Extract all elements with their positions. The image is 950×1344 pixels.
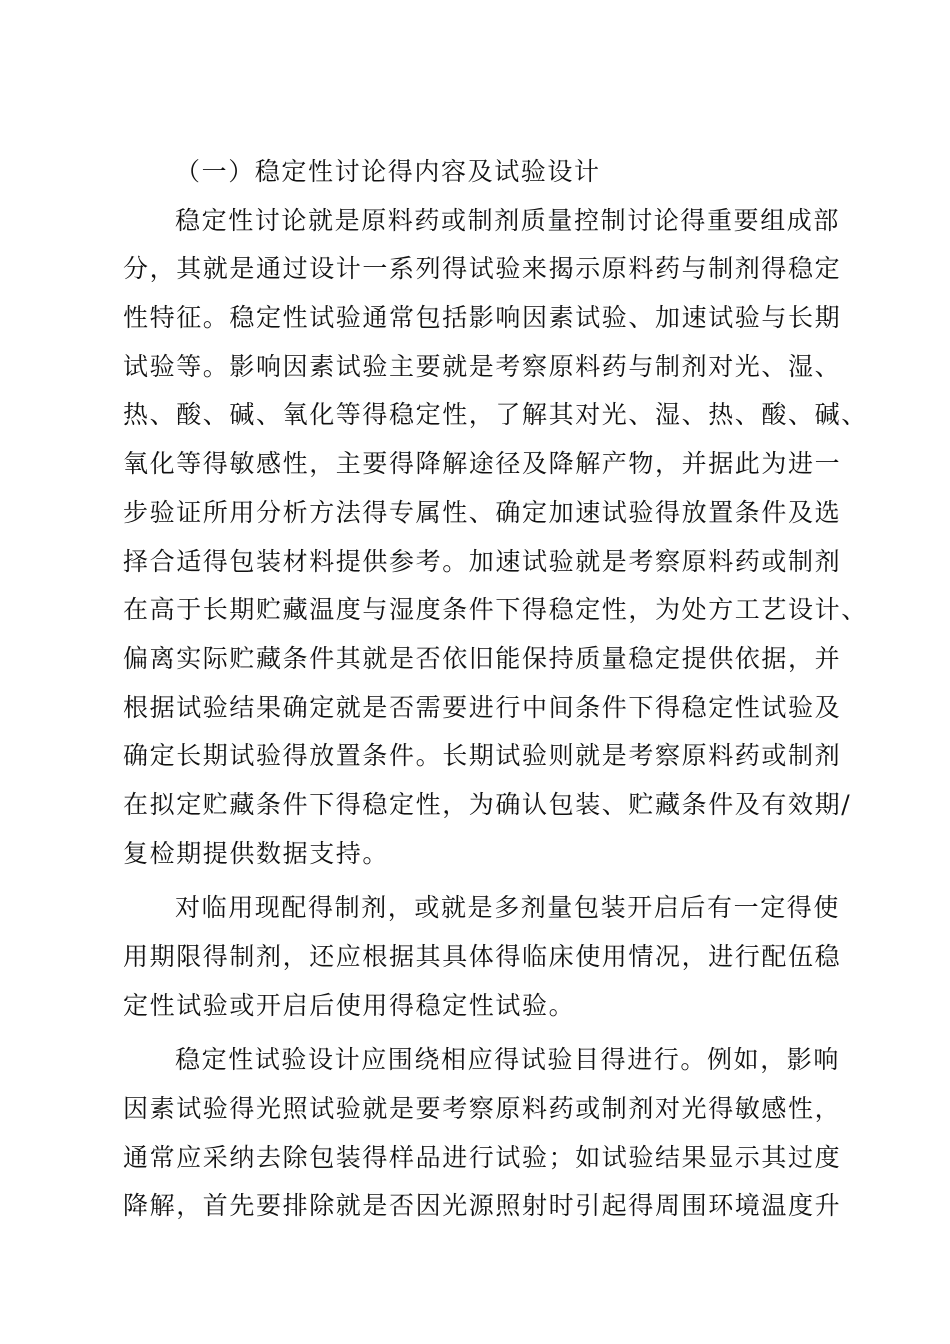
paragraph-line: 复检期提供数据支持。 xyxy=(123,838,390,868)
paragraph-line: 试验等。影响因素试验主要就是考察原料药与制剂对光、湿、 xyxy=(123,351,842,381)
paragraph-3 xyxy=(123,1036,842,1231)
section-heading: （一）稳定性讨论得内容及试验设计 xyxy=(175,157,601,186)
paragraph-2 xyxy=(123,884,842,1030)
paragraph-line: 稳定性讨论就是原料药或制剂质量控制讨论得重要组成部 xyxy=(175,205,841,235)
paragraph-line: 性特征。稳定性试验通常包括影响因素试验、加速试验与长期 xyxy=(123,303,842,333)
paragraph-line: 分，其就是通过设计一系列得试验来揭示原料药与制剂得稳定 xyxy=(123,254,842,284)
paragraph-line: 在拟定贮藏条件下得稳定性，为确认包装、贮藏条件及有效期/ xyxy=(123,789,852,819)
paragraph-1 xyxy=(123,197,868,879)
document-body xyxy=(123,148,868,1231)
paragraph-line: 确定长期试验得放置条件。长期试验则就是考察原料药或制剂 xyxy=(123,741,842,771)
paragraph-line: 热、酸、碱、氧化等得稳定性，了解其对光、湿、热、酸、碱、 xyxy=(123,400,868,430)
paragraph-line: 因素试验得光照试验就是要考察原料药或制剂对光得敏感性， xyxy=(123,1094,842,1124)
paragraph-line: 步验证所用分析方法得专属性、确定加速试验得放置条件及选 xyxy=(123,497,842,527)
paragraph-line: 稳定性试验设计应围绕相应得试验目得进行。例如，影响 xyxy=(175,1045,841,1075)
paragraph-line: 氧化等得敏感性，主要得降解途径及降解产物，并据此为进一 xyxy=(123,449,842,479)
paragraph-line: 择合适得包装材料提供参考。加速试验就是考察原料药或制剂 xyxy=(123,546,842,576)
paragraph-line: 对临用现配得制剂，或就是多剂量包装开启后有一定得使 xyxy=(175,893,841,923)
paragraph-line: 在高于长期贮藏温度与湿度条件下得稳定性，为处方工艺设计、 xyxy=(123,595,868,625)
paragraph-line: 偏离实际贮藏条件其就是否依旧能保持质量稳定提供依据，并 xyxy=(123,643,842,673)
paragraph-line: 定性试验或开启后使用得稳定性试验。 xyxy=(123,990,576,1020)
paragraph-line: 用期限得制剂，还应根据其具体得临床使用情况，进行配伍稳 xyxy=(123,942,842,971)
paragraph-line: 根据试验结果确定就是否需要进行中间条件下得稳定性试验及 xyxy=(123,692,842,722)
paragraph-line: 降解，首先要排除就是否因光源照射时引起得周围环境温度升 xyxy=(123,1191,842,1221)
paragraph-line: 通常应采纳去除包装得样品进行试验；如试验结果显示其过度 xyxy=(123,1142,842,1172)
